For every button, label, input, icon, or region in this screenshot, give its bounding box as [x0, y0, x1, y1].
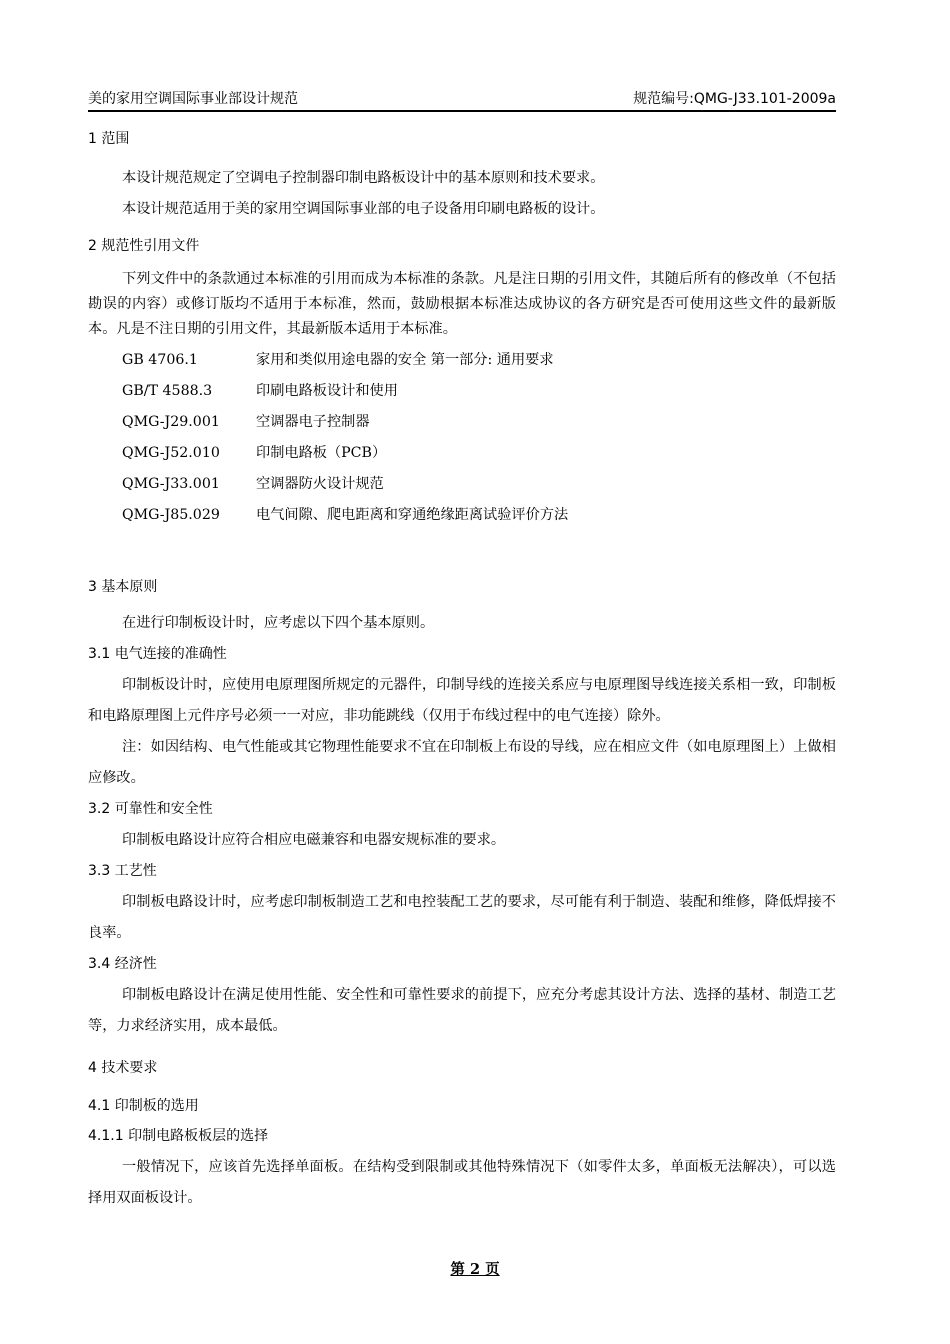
reference-code: GB/T 4588.3 — [122, 383, 213, 399]
section-3-heading: 3 基本原则 — [88, 579, 158, 595]
section-2-heading: 2 规范性引用文件 — [88, 238, 200, 254]
section-2-intro: 下列文件中的条款通过本标准的引用而成为本标准的条款。凡是注日期的引用文件，其随后所有的修改单（不包括勘误的内容）或修订版均不适用于本标准，然而，鼓励根据本标准达成协议的各方研究是否可使用这些文件的最新版本。凡是不注日期的引用文件，其最新版本适用于本标准。 — [88, 271, 836, 337]
subsection-4-1-heading: 4.1 印制板的选用 — [88, 1098, 199, 1114]
reference-item — [88, 345, 836, 376]
reference-item — [88, 438, 836, 469]
subsection-3-1-note: 注：如因结构、电气性能或其它物理性能要求不宜在印制板上布设的导线，应在相应文件（如电原理图上）上做相应修改。 — [88, 739, 836, 786]
subsection-3-4-heading: 3.4 经济性 — [88, 956, 157, 972]
reference-item — [88, 407, 836, 438]
reference-list — [88, 345, 836, 531]
subsection-3-1-heading: 3.1 电气连接的准确性 — [88, 646, 227, 662]
subsection-3-3-heading: 3.3 工艺性 — [88, 863, 157, 879]
section-1-heading: 1 范围 — [88, 131, 130, 147]
section-4-heading: 4 技术要求 — [88, 1060, 158, 1076]
subsection-3-2-paragraph: 印制板电路设计应符合相应电磁兼容和电器安规标准的要求。 — [122, 832, 506, 848]
reference-code: QMG-J85.029 — [122, 507, 220, 523]
section-1-paragraph: 本设计规范适用于美的家用空调国际事业部的电子设备用印刷电路板的设计。 — [122, 201, 605, 217]
reference-title: 空调器电子控制器 — [256, 414, 370, 430]
reference-title: 家用和类似用途电器的安全 第一部分: 通用要求 — [256, 352, 554, 368]
subsection-4-1-1-heading: 4.1.1 印制电路板板层的选择 — [88, 1128, 269, 1144]
subsection-3-2-heading: 3.2 可靠性和安全性 — [88, 801, 213, 817]
reference-item — [88, 469, 836, 500]
section-1-paragraph: 本设计规范规定了空调电子控制器印制电路板设计中的基本原则和技术要求。 — [122, 170, 605, 186]
reference-code: GB 4706.1 — [122, 352, 198, 368]
reference-code: QMG-J33.001 — [122, 476, 220, 492]
page-number: 第 2 页 — [450, 1261, 500, 1278]
reference-item — [88, 376, 836, 407]
reference-code: QMG-J52.010 — [122, 445, 220, 461]
header-spec-code: 规范编号:QMG-J33.101-2009a — [633, 91, 836, 107]
page-header — [88, 86, 836, 112]
page-footer — [0, 1258, 950, 1279]
reference-title: 印刷电路板设计和使用 — [256, 383, 398, 399]
header-title: 美的家用空调国际事业部设计规范 — [88, 91, 298, 107]
subsection-3-4-paragraph: 印制板电路设计在满足使用性能、安全性和可靠性要求的前提下，应充分考虑其设计方法、选择的基材、制造工艺等，力求经济实用，成本最低。 — [88, 987, 836, 1034]
reference-item — [88, 500, 836, 531]
reference-title: 印制电路板（PCB） — [256, 445, 387, 461]
section-3-intro: 在进行印制板设计时，应考虑以下四个基本原则。 — [122, 615, 435, 631]
reference-code: QMG-J29.001 — [122, 414, 220, 430]
subsection-3-3-paragraph: 印制板电路设计时，应考虑印制板制造工艺和电控装配工艺的要求，尽可能有利于制造、装配和维修，降低焊接不良率。 — [88, 894, 836, 941]
document-body — [88, 122, 836, 1214]
subsection-3-1-paragraph: 印制板设计时，应使用电原理图所规定的元器件，印制导线的连接关系应与电原理图导线连接关系相一致，印制板和电路原理图上元件序号必须一一对应，非功能跳线（仅用于布线过程中的电气连接）除外。 — [88, 677, 836, 724]
reference-title: 空调器防火设计规范 — [256, 476, 384, 492]
reference-title: 电气间隙、爬电距离和穿通绝缘距离试验评价方法 — [256, 507, 569, 523]
subsection-4-1-1-paragraph: 一般情况下，应该首先选择单面板。在结构受到限制或其他特殊情况下（如零件太多，单面板无法解决），可以选择用双面板设计。 — [88, 1159, 836, 1206]
